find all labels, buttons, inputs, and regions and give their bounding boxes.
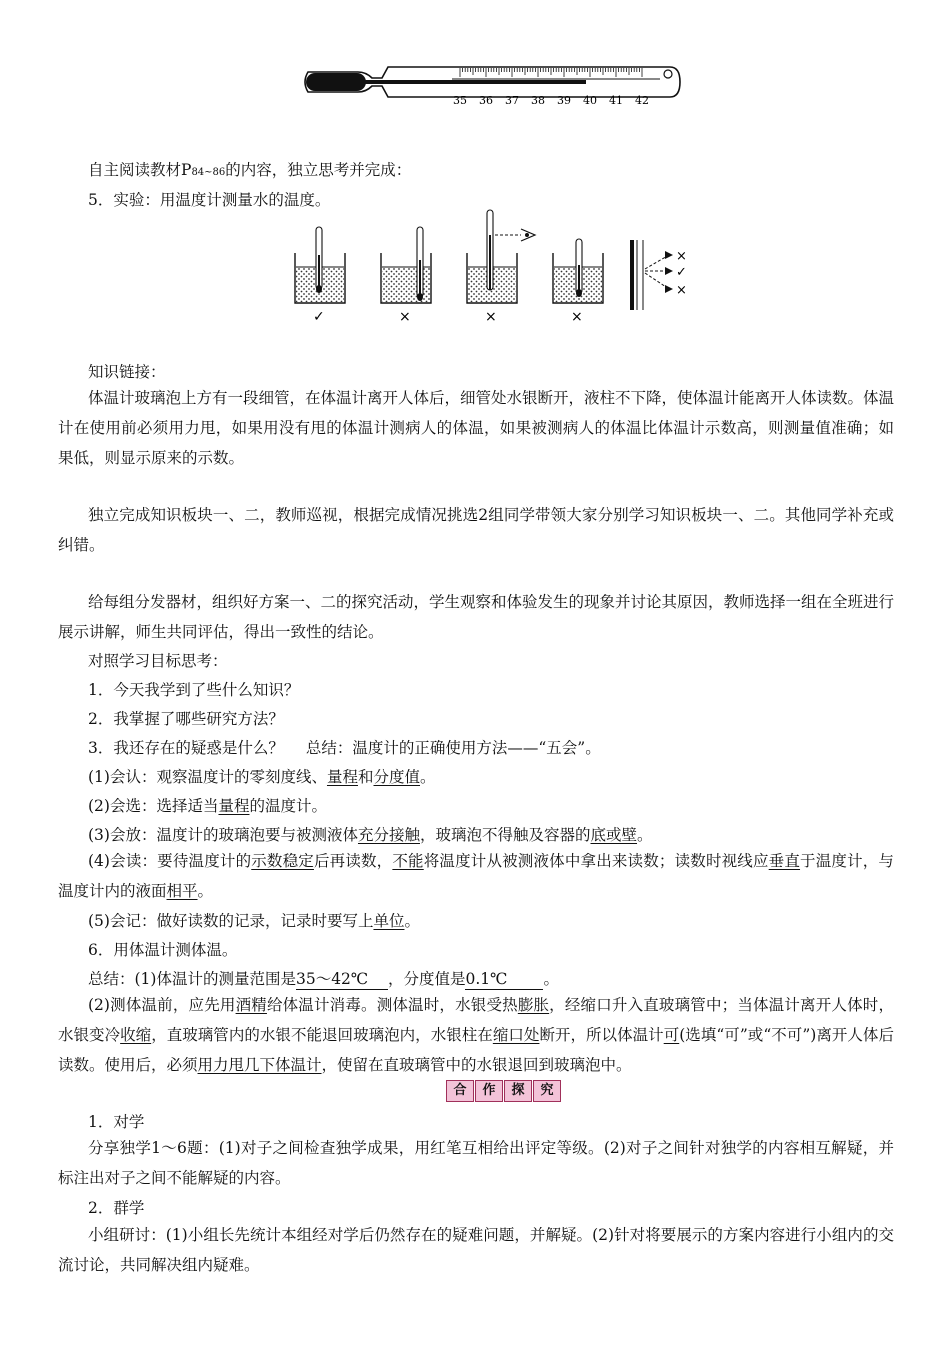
thermometer-tick-label: 36 bbox=[479, 94, 493, 106]
svg-text:✓: ✓ bbox=[676, 265, 687, 280]
reading-angle-diagram bbox=[630, 240, 687, 310]
cooperative-inquiry-badge: 合 作 探 究 bbox=[446, 1080, 561, 1102]
beaker-mark-2: × bbox=[399, 309, 411, 325]
thermometer-tick-label: 42 bbox=[635, 94, 649, 106]
beaker-mark-4: × bbox=[571, 309, 583, 325]
wuhui-select: (2)会选：选择适当量程的温度计。 bbox=[88, 797, 327, 815]
thermometer-tick-label: 39 bbox=[557, 94, 571, 106]
thermometer-tick-label: 37 bbox=[505, 94, 519, 106]
reflection-q3-summary: 3．我还存在的疑惑是什么？ 总结：温度计的正确使用方法——“五会”。 bbox=[88, 739, 601, 757]
thermometer-tick-label: 38 bbox=[531, 94, 545, 106]
coop-group-body: 小组研讨：(1)小组长先统计本组经对学后仍然存在的疑难问题，并解疑。(2)针对将要展示的方案内容进行小组内的交流讨论，共同解决组内疑难。 bbox=[58, 1226, 894, 1274]
reflection-heading: 对照学习目标思考： bbox=[88, 652, 228, 670]
knowledge-link-heading: 知识链接： bbox=[88, 363, 166, 381]
experiment-item-5: 5．实验：用温度计测量水的温度。 bbox=[88, 191, 331, 209]
thermometer-tick-label: 35 bbox=[453, 94, 467, 106]
reflection-q1: 1．今天我学到了些什么知识？ bbox=[88, 681, 300, 699]
clinical-thermometer-figure bbox=[300, 60, 685, 106]
knowledge-link-body: 体温计玻璃泡上方有一段细管，在体温计离开人体后，细管处水银断开，液柱不下降，使体温计能离开人体读数。体温计在使用前必须用力甩，如果用没有甩的体温计测病人的体温，如果被测病人的体温比体温计示数高，则测量值准确；如果低，则显示原来的示数。 bbox=[58, 389, 895, 467]
beaker-correct bbox=[295, 227, 345, 303]
item-6-summary-range: 总结：(1)体温计的测量范围是35～42℃ ，分度值是0.1℃ 。 bbox=[88, 970, 559, 988]
beaker-mark-1: ✓ bbox=[313, 309, 325, 325]
wuhui-place: (3)会放：温度计的玻璃泡要与被测液体充分接触，玻璃泡不得触及容器的底或壁。 bbox=[88, 826, 653, 844]
beaker-looking-down bbox=[467, 210, 535, 303]
coop-pair-body: 分享独学1～6题：(1)对子之间检查独学成果，用红笔互相给出评定等级。(2)对子之间针对独学的内容相互解疑，并标注出对子之间不能解疑的内容。 bbox=[58, 1139, 894, 1187]
group-activity-paragraph: 给每组分发器材，组织好方案一、二的探究活动，学生观察和体验发生的现象并讨论其原因，教师选择一组在全班进行展示讲解，师生共同评估，得出一致性的结论。 bbox=[58, 593, 895, 641]
thermometer-tick-label: 41 bbox=[609, 94, 623, 106]
reflection-q2: 2．我掌握了哪些研究方法？ bbox=[88, 710, 284, 728]
beaker-touching-bottom bbox=[381, 227, 431, 303]
coop-group-heading: 2．群学 bbox=[88, 1199, 145, 1217]
beaker-not-immersed bbox=[553, 239, 603, 303]
wuhui-read: (4)会读：要待温度计的示数稳定后再读数，不能将温度计从被测液体中拿出来读数；读数时视线应垂直于温度计，与温度计内的液面相平。 bbox=[58, 852, 894, 900]
beaker-experiment-figure bbox=[285, 205, 710, 325]
beaker-mark-3: × bbox=[485, 309, 497, 325]
item-6-summary-usage: (2)测体温前，应先用酒精给体温计消毒。测体温时，水银受热膨胀，经缩口升入直玻璃管中；当体温计离开人体时，水银变冷收缩，直玻璃管内的水银不能退回玻璃泡内，水银柱在缩口处断开，所以体温计可(选填“可”或“不可”)离开人体后读数。使用后，必须用力甩几下体温计，使留在直玻璃管中的水银退回到玻璃泡中。 bbox=[58, 996, 894, 1074]
coop-pair-heading: 1．对学 bbox=[88, 1113, 145, 1131]
wuhui-recognize: (1)会认：观察温度计的零刻度线、量程和分度值。 bbox=[88, 768, 436, 786]
item-6-title: 6．用体温计测体温。 bbox=[88, 941, 238, 959]
svg-text:×: × bbox=[676, 249, 687, 264]
wuhui-record: (5)会记：做好读数的记录，记录时要写上单位。 bbox=[88, 912, 420, 930]
thermometer-tick-label: 40 bbox=[583, 94, 597, 106]
intro-instruction: 自主阅读教材P84~86的内容，独立思考并完成： bbox=[88, 161, 412, 179]
independent-work-paragraph: 独立完成知识板块一、二，教师巡视，根据完成情况挑选2组同学带领大家分别学习知识板块一、二。其他同学补充或纠错。 bbox=[58, 506, 894, 554]
svg-text:×: × bbox=[676, 283, 687, 298]
